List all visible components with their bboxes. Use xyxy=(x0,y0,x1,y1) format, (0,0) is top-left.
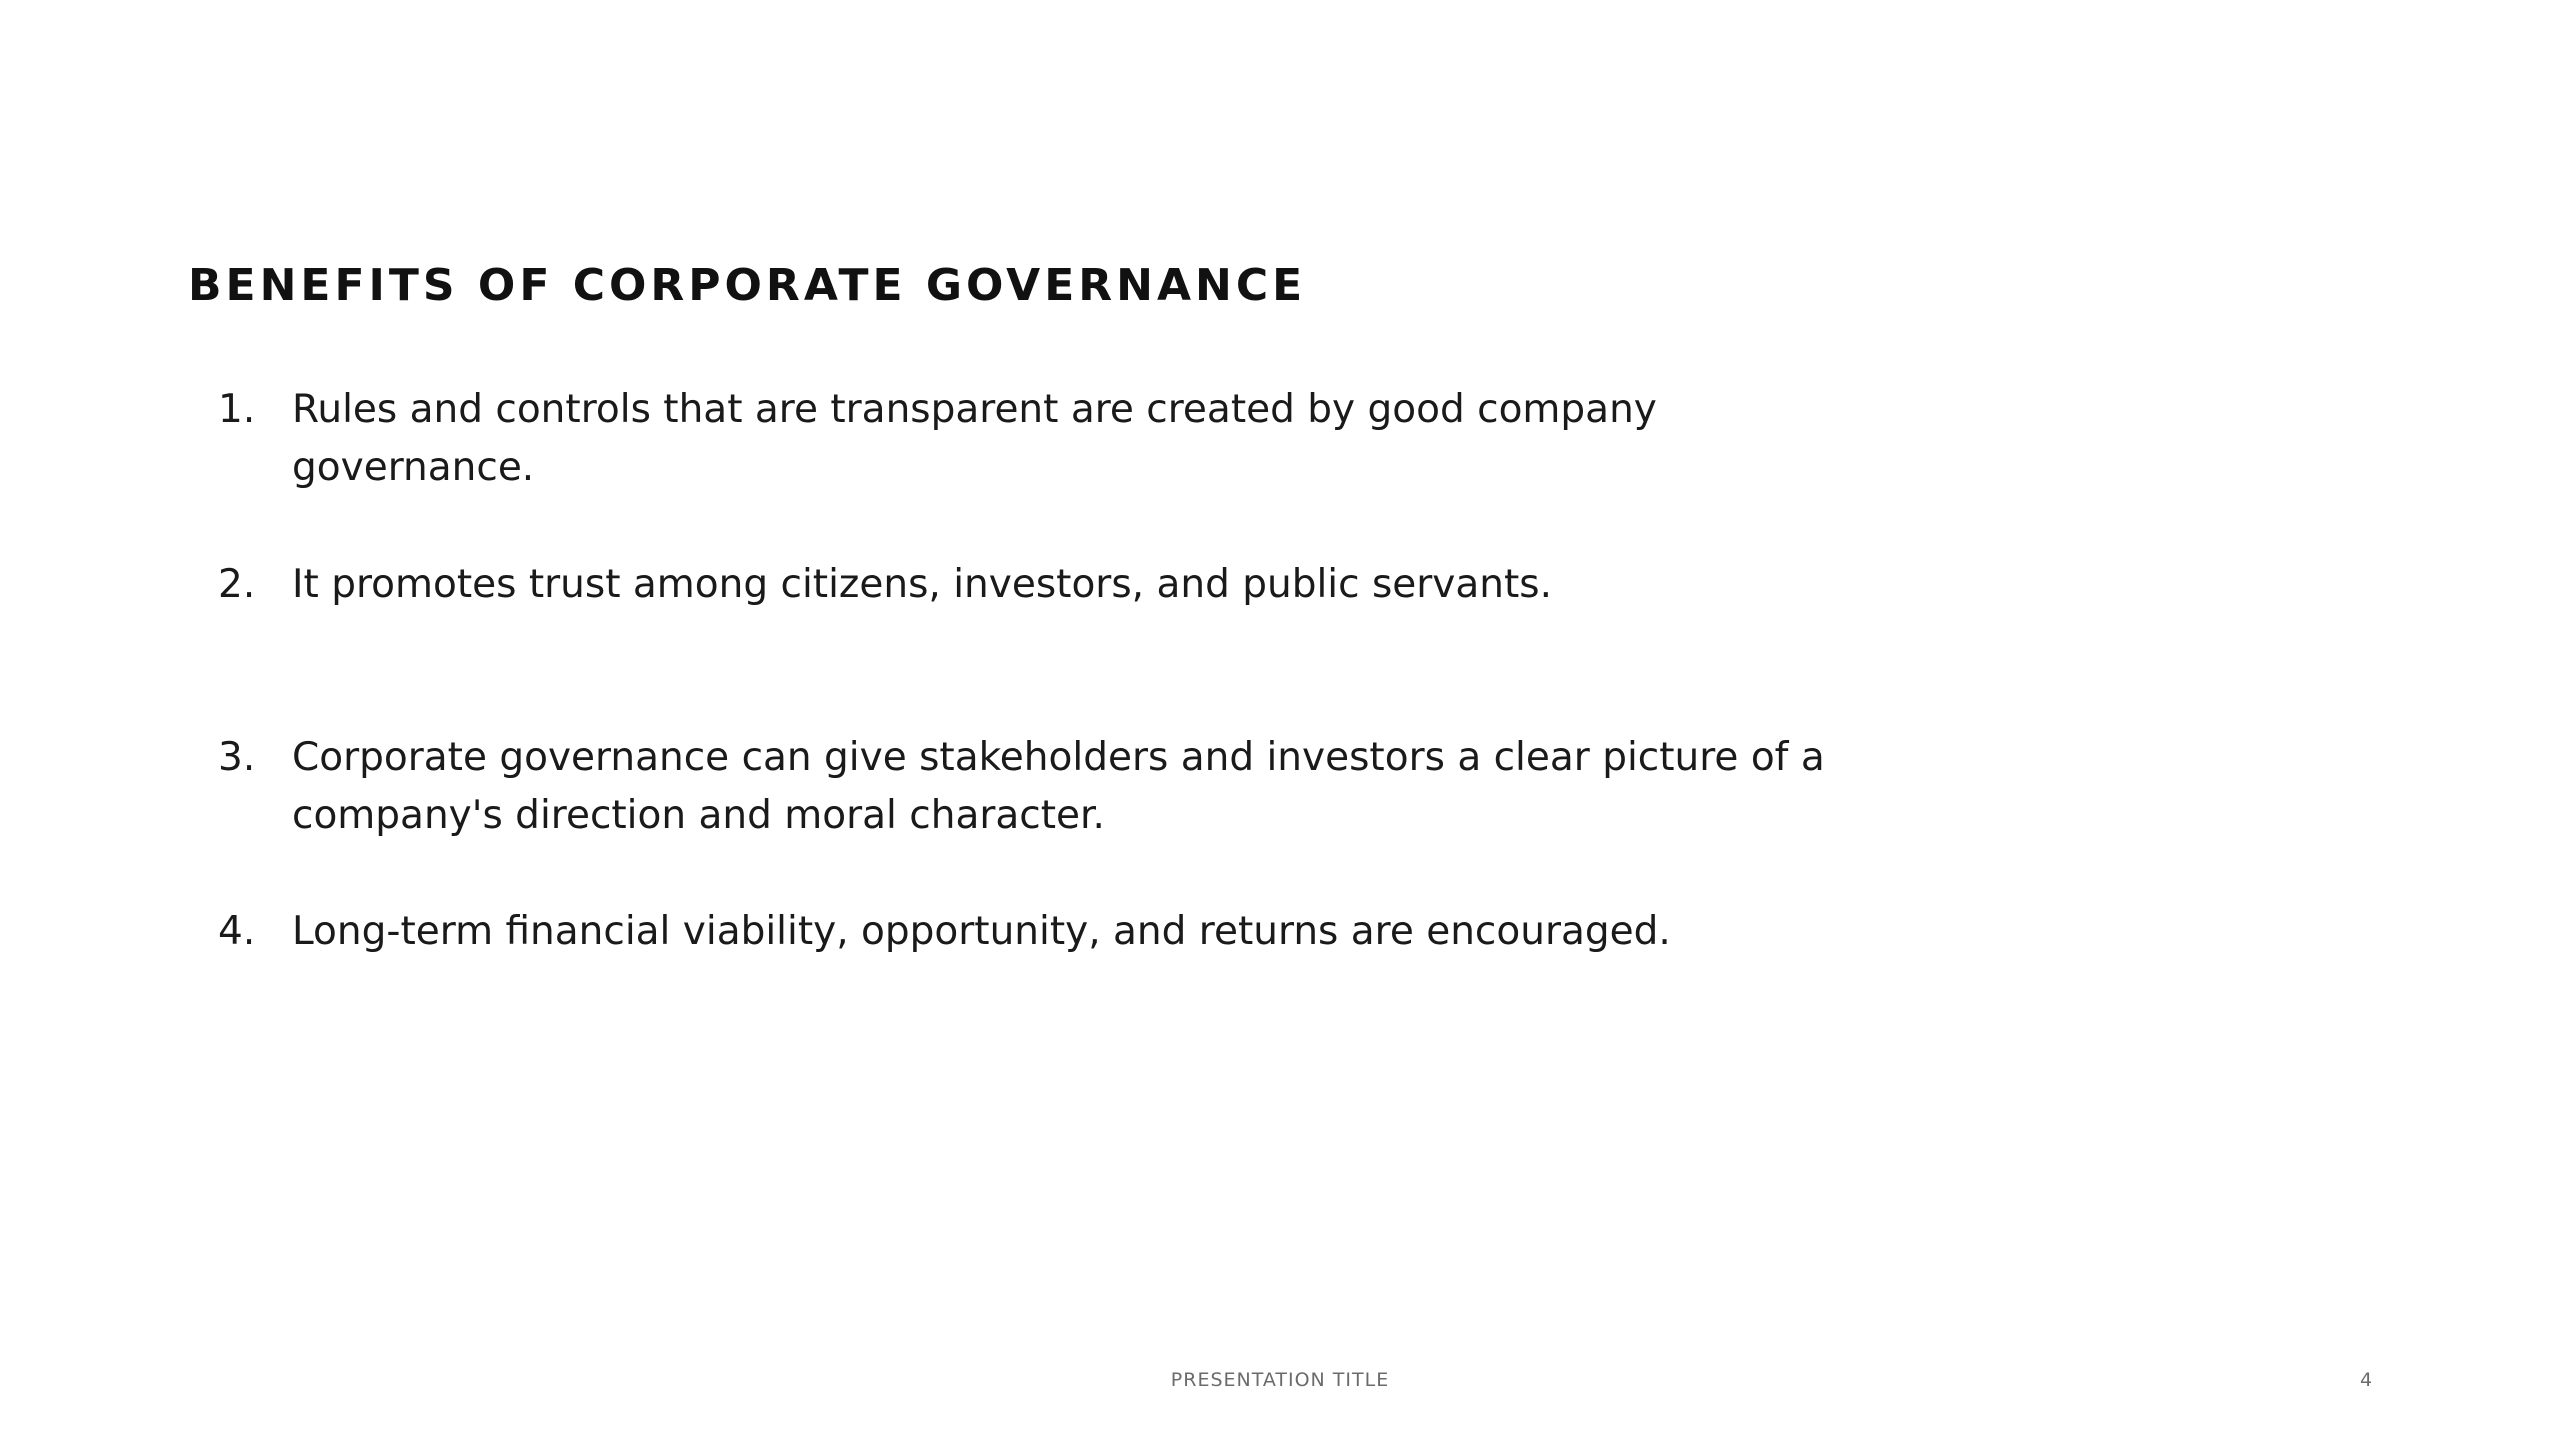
footer-presentation-title: PRESENTATION TITLE xyxy=(1170,1369,1390,1391)
list-item xyxy=(218,903,1858,961)
list-item xyxy=(218,729,1858,845)
list-item-number: 2. xyxy=(218,562,256,607)
slide-title: BENEFITS OF CORPORATE GOVERNANCE xyxy=(188,260,1307,311)
list-item xyxy=(218,556,1858,614)
list-item-text: It promotes trust among citizens, investors, and public servants. xyxy=(292,562,1553,607)
list-item-text: Long-term financial viability, opportunity, and returns are encouraged. xyxy=(292,909,1671,954)
list-item-number: 4. xyxy=(218,909,256,954)
list-item-text: Rules and controls that are transparent are created by good company governance. xyxy=(292,387,1657,490)
list-item-number: 1. xyxy=(218,387,256,432)
list-item xyxy=(218,381,1858,497)
list-item-number: 3. xyxy=(218,735,256,780)
page-number: 4 xyxy=(2359,1369,2373,1391)
list-item-text: Corporate governance can give stakeholders and investors a clear picture of a company's direction and moral character. xyxy=(292,735,1825,838)
